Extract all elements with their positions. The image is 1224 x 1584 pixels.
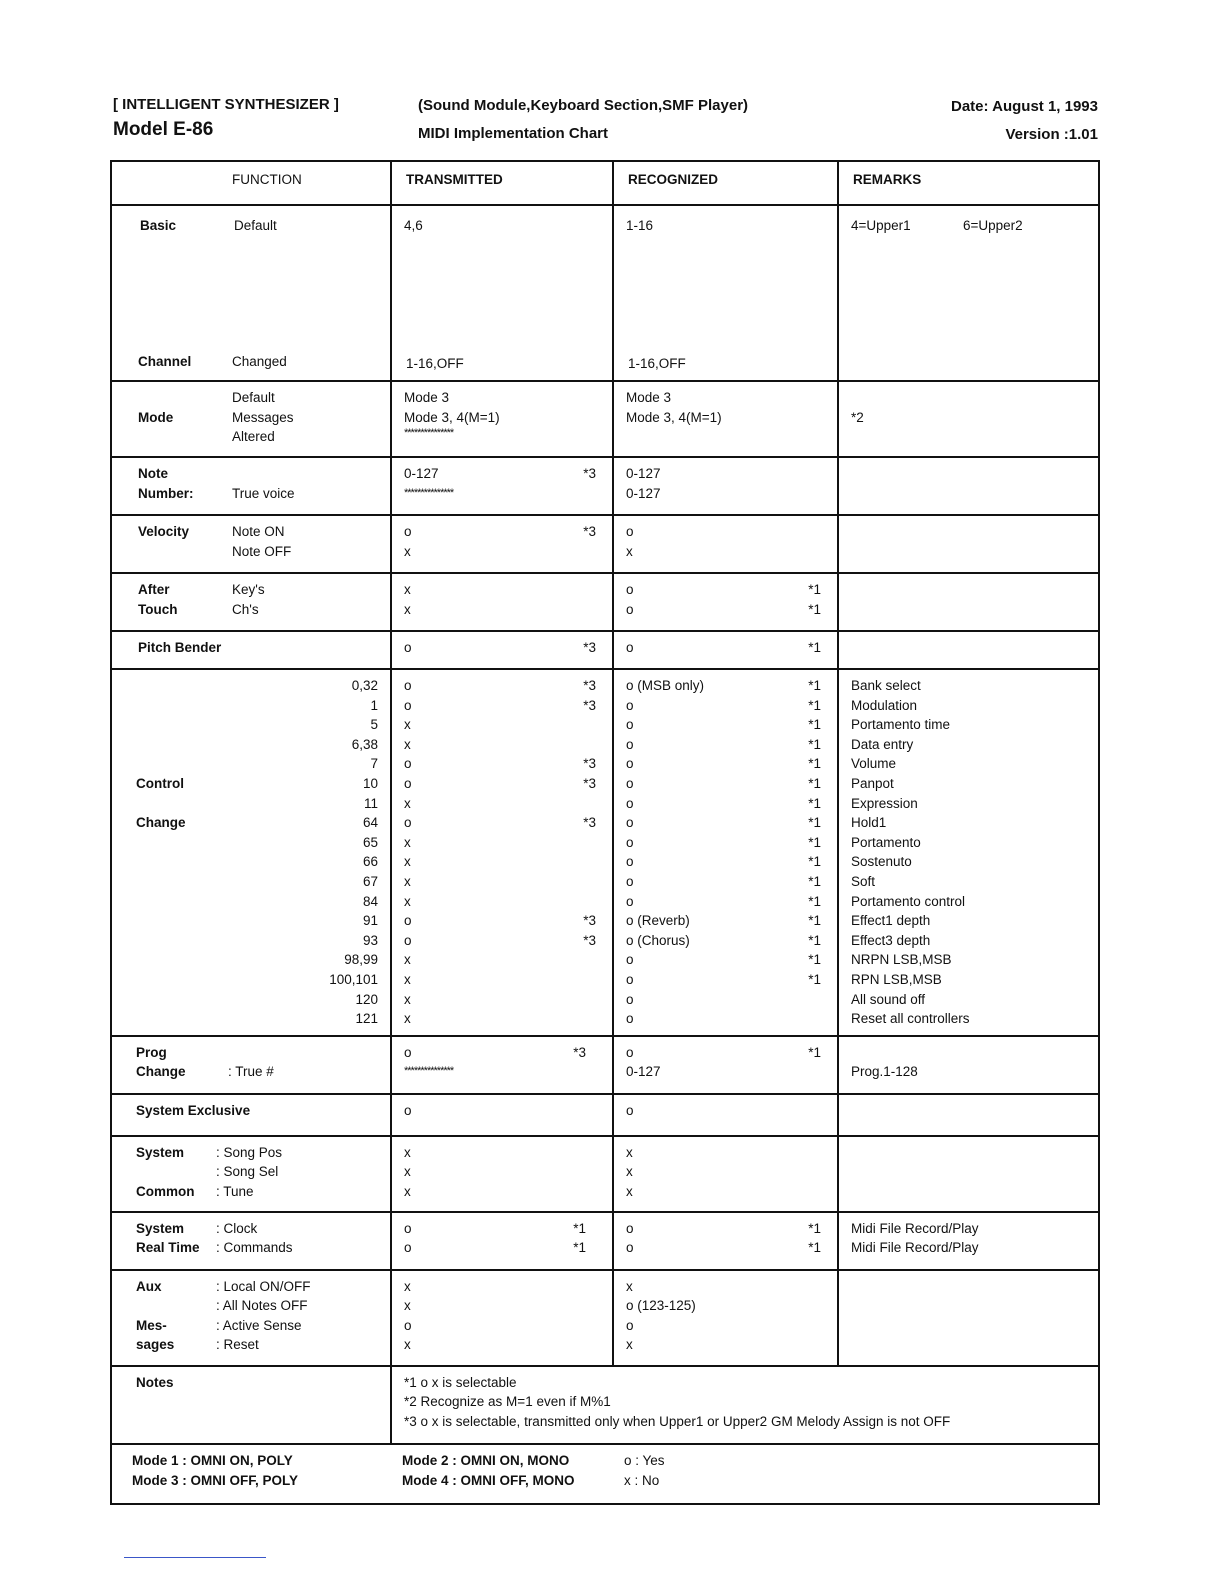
mode4-legend: Mode 4 : OMNI OFF, MONO <box>402 1472 575 1488</box>
notes-line-1: *1 o x is selectable <box>404 1374 517 1390</box>
prog-rx-note: *1 <box>808 1044 821 1060</box>
local-onoff-label: : Local ON/OFF <box>216 1278 311 1294</box>
common-tx-tune: x <box>404 1183 411 1199</box>
system-label-2: System <box>136 1220 185 1236</box>
cc-rx-value: o <box>626 795 634 811</box>
cc-rx-value: o <box>626 991 634 1007</box>
aftertouch-rx-keys-note: *1 <box>808 582 821 597</box>
note-rx-true: 0-127 <box>626 485 661 501</box>
cc-rx-value: o <box>626 1011 634 1027</box>
prog-tx-true: *************** <box>404 1065 454 1078</box>
cc-rx-note: *1 <box>808 834 821 850</box>
common-rx-song-pos: x <box>626 1144 633 1160</box>
chs-label: Ch's <box>232 601 259 617</box>
mode-altered-label: Altered <box>232 429 275 445</box>
velocity-tx-on: o <box>404 524 412 539</box>
cc-remark: RPN LSB,MSB <box>851 971 942 987</box>
program-change-row <box>111 1036 1099 1094</box>
cc-rx-note: *1 <box>808 717 821 733</box>
cc-number: 65 <box>362 834 378 850</box>
cc-remark: Panpot <box>851 775 894 791</box>
prog-remark: Prog.1-128 <box>851 1064 918 1080</box>
velocity-label: Velocity <box>138 524 190 539</box>
cc-remark: Portamento <box>851 834 921 850</box>
clock-label: : Clock <box>216 1220 258 1236</box>
mode-rx-messages: Mode 3, 4(M=1) <box>626 409 722 425</box>
velocity-tx-off: x <box>404 543 411 559</box>
aux-rx-active-sense: o <box>626 1317 634 1333</box>
cc-remark: Reset all controllers <box>851 1011 970 1027</box>
note-rx-range: 0-127 <box>626 466 661 481</box>
aftertouch-rx-chs: o <box>626 601 634 617</box>
cc-number: 6,38 <box>351 736 378 752</box>
cc-rx-note: *1 <box>808 873 821 889</box>
mode-default-label: Default <box>232 390 275 405</box>
prog-tx-note: *3 <box>573 1044 586 1060</box>
basic-tx-changed: 1-16,OFF <box>406 356 464 372</box>
cc-tx-value: x <box>404 971 411 987</box>
realtime-rx-commands: o <box>626 1240 634 1256</box>
cc-rx-value: o <box>626 815 634 831</box>
cc-rx-note: *1 <box>808 913 821 929</box>
note-label: Note <box>138 466 168 481</box>
cc-tx-value: x <box>404 1011 411 1027</box>
cc-remark: Hold1 <box>851 815 887 831</box>
aux-messages-row <box>111 1270 1099 1366</box>
control-change-row <box>111 669 1099 1036</box>
active-sense-label: : Active Sense <box>216 1317 302 1333</box>
after-label: After <box>138 582 170 597</box>
cc-rx-note: *1 <box>808 893 821 909</box>
notes-row <box>111 1366 1099 1444</box>
system-common-row <box>111 1136 1099 1212</box>
common-tx-song-pos: x <box>404 1144 411 1160</box>
cc-rx-note: *1 <box>808 854 821 870</box>
velocity-row <box>111 515 1099 573</box>
realtime-tx-commands-note: *1 <box>573 1240 586 1256</box>
cc-number: 0,32 <box>351 678 378 693</box>
notes-label: Notes <box>136 1374 174 1390</box>
aux-tx-reset: x <box>404 1337 411 1353</box>
cc-number: 7 <box>370 756 378 772</box>
aftertouch-tx-keys: x <box>404 582 411 597</box>
true-number-label: : True # <box>228 1064 274 1080</box>
system-realtime-row <box>111 1212 1099 1270</box>
cc-number: 10 <box>362 775 378 791</box>
notes-line-2: *2 Recognize as M=1 even if M%1 <box>404 1394 611 1410</box>
cc-rx-value: o <box>626 717 634 733</box>
cc-number: 11 <box>363 795 378 811</box>
cc-rx-note: *1 <box>808 697 821 713</box>
cc-tx-value: o <box>404 775 412 791</box>
mode-messages-label: Messages <box>232 409 294 425</box>
cc-rx-value: o <box>626 697 634 713</box>
cc-remark: Expression <box>851 795 918 811</box>
mode2-legend: Mode 2 : OMNI ON, MONO <box>402 1452 570 1468</box>
tune-label: : Tune <box>216 1183 254 1199</box>
mode-label: Mode <box>138 409 174 425</box>
cc-number: 64 <box>362 815 378 831</box>
cc-rx-value: o <box>626 854 634 870</box>
function-header: FUNCTION <box>111 161 391 205</box>
date-label: Date: August 1, 1993 <box>951 98 1098 115</box>
control-label: Control <box>136 776 184 791</box>
cc-rx-value: o <box>626 834 634 850</box>
sysex-tx: o <box>404 1102 412 1118</box>
column-header-row <box>111 161 1099 205</box>
aux-label: Aux <box>136 1278 162 1294</box>
cc-number: 1 <box>370 697 378 713</box>
aux-rx-local: x <box>626 1278 633 1294</box>
cc-rx-note: *1 <box>808 815 821 831</box>
transmitted-header: TRANSMITTED <box>391 161 613 205</box>
cc-tx-value: o <box>404 913 412 929</box>
model-name: Model E-86 <box>113 119 214 140</box>
cc-tx-value: o <box>404 815 412 831</box>
note-tx-true: *************** <box>404 486 454 499</box>
realtime-remark-commands: Midi File Record/Play <box>851 1240 979 1256</box>
basic-remark-2: 6=Upper2 <box>963 218 1023 233</box>
pitch-bender-rx-note: *1 <box>808 640 821 655</box>
reset-label: : Reset <box>216 1337 259 1353</box>
aux-tx-all-notes-off: x <box>404 1298 411 1314</box>
cc-tx-note: *3 <box>583 775 596 791</box>
cc-tx-note: *3 <box>583 932 596 948</box>
basic-channel-row <box>111 205 1099 381</box>
mode-row <box>111 381 1099 457</box>
cc-remark: Sostenuto <box>851 854 912 870</box>
common-rx-song-sel: x <box>626 1164 633 1180</box>
cc-rx-value: o (MSB only) <box>626 678 705 693</box>
cc-tx-value: x <box>404 854 411 870</box>
sysex-rx: o <box>626 1102 634 1118</box>
cc-rx-value: o <box>626 873 634 889</box>
cc-rx-note: *1 <box>808 678 821 693</box>
note-off-label: Note OFF <box>232 543 292 559</box>
velocity-tx-on-note: *3 <box>583 524 596 539</box>
cc-remark: NRPN LSB,MSB <box>851 952 952 968</box>
sages-label: sages <box>136 1337 175 1353</box>
yes-legend: o : Yes <box>624 1452 665 1468</box>
cc-number: 91 <box>362 913 378 929</box>
cc-tx-note: *3 <box>583 913 596 929</box>
change-label-2: Change <box>136 1064 186 1080</box>
prog-rx: o <box>626 1044 634 1060</box>
cc-rx-value: o <box>626 736 634 752</box>
pitch-bender-tx-note: *3 <box>583 640 596 655</box>
sysex-label: System Exclusive <box>136 1102 251 1118</box>
cc-tx-value: x <box>404 893 411 909</box>
prog-tx: o <box>404 1044 412 1060</box>
cc-number: 93 <box>362 932 378 948</box>
aux-tx-active-sense: o <box>404 1317 412 1333</box>
song-pos-label: : Song Pos <box>216 1144 283 1160</box>
cc-number: 67 <box>362 873 378 889</box>
basic-rx-default: 1-16 <box>626 218 654 233</box>
pitch-bender-rx: o <box>626 640 634 655</box>
cc-remark: Volume <box>851 756 897 772</box>
realtime-tx-commands: o <box>404 1240 412 1256</box>
cc-number: 5 <box>370 717 378 733</box>
aftertouch-rx-chs-note: *1 <box>808 601 821 617</box>
cc-rx-value: o <box>626 775 634 791</box>
cc-remark: Portamento control <box>851 893 966 909</box>
aux-rx-all-notes-off: o (123-125) <box>626 1298 696 1314</box>
aftertouch-rx-keys: o <box>626 582 634 597</box>
cc-tx-note: *3 <box>583 756 596 772</box>
common-rx-tune: x <box>626 1183 633 1199</box>
mode-remark: *2 <box>851 409 864 425</box>
cc-rx-note: *1 <box>808 756 821 772</box>
cc-number: 84 <box>362 893 378 909</box>
cc-rx-value: o <box>626 756 634 772</box>
cc-remark: Modulation <box>851 697 918 713</box>
realtime-tx-clock-note: *1 <box>573 1220 586 1236</box>
basic-remark-1: 4=Upper1 <box>851 218 911 233</box>
prog-label: Prog <box>136 1044 167 1060</box>
pitch-bender-label: Pitch Bender <box>138 640 222 655</box>
cc-remark: Data entry <box>851 736 914 752</box>
cc-tx-value: x <box>404 952 411 968</box>
cc-rx-value: o <box>626 971 634 987</box>
midi-implementation-table <box>110 160 1100 1505</box>
all-notes-off-label: : All Notes OFF <box>216 1298 308 1314</box>
cc-remark: Effect1 depth <box>851 913 931 929</box>
aux-rx-reset: x <box>626 1337 633 1353</box>
cc-rx-note: *1 <box>808 736 821 752</box>
subtitle: (Sound Module,Keyboard Section,SMF Player) <box>418 97 749 114</box>
cc-tx-value: o <box>404 756 412 772</box>
cc-tx-value: x <box>404 991 411 1007</box>
mes-label: Mes- <box>136 1317 167 1333</box>
note-tx-note: *3 <box>583 466 596 481</box>
cc-rx-value: o <box>626 893 634 909</box>
cc-tx-value: x <box>404 795 411 811</box>
note-tx-range: 0-127 <box>404 466 439 481</box>
realtime-rx-clock: o <box>626 1220 634 1236</box>
cc-tx-note: *3 <box>583 678 596 693</box>
cc-tx-value: x <box>404 717 411 733</box>
song-sel-label: : Song Sel <box>216 1164 279 1180</box>
mode-tx-default: Mode 3 <box>404 390 450 405</box>
cc-rx-note: *1 <box>808 932 821 948</box>
cc-tx-value: o <box>404 697 412 713</box>
version-label: Version :1.01 <box>1005 126 1098 143</box>
basic-tx-default: 4,6 <box>404 218 423 233</box>
sysex-row <box>111 1094 1099 1136</box>
basic-changed-label: Changed <box>232 354 287 370</box>
cc-number: 120 <box>355 991 378 1007</box>
remarks-header: REMARKS <box>838 161 1099 205</box>
cc-number: 121 <box>355 1011 378 1027</box>
cc-tx-value: o <box>404 678 412 693</box>
aux-tx-local: x <box>404 1278 411 1294</box>
cc-rx-note: *1 <box>808 795 821 811</box>
realtime-label: Real Time <box>136 1240 200 1256</box>
realtime-rx-commands-note: *1 <box>808 1240 821 1256</box>
category-label: [ INTELLIGENT SYNTHESIZER ] <box>113 96 339 113</box>
page-mark-line <box>124 1557 266 1558</box>
touch-label: Touch <box>138 601 178 617</box>
cc-tx-value: x <box>404 873 411 889</box>
keys-label: Key's <box>232 582 265 597</box>
cc-number: 98,99 <box>344 952 378 968</box>
prog-rx-range: 0-127 <box>626 1064 661 1080</box>
no-legend: x : No <box>624 1472 660 1488</box>
cc-remark: All sound off <box>851 991 926 1007</box>
cc-rx-value: o (Chorus) <box>626 932 690 948</box>
mode-tx-altered: *************** <box>404 427 454 440</box>
cc-rx-note: *1 <box>808 775 821 791</box>
cc-rx-value: o <box>626 952 634 968</box>
note-on-label: Note ON <box>232 524 285 539</box>
realtime-tx-clock: o <box>404 1220 412 1236</box>
cc-tx-note: *3 <box>583 815 596 831</box>
footer-row <box>111 1444 1099 1504</box>
cc-rx-note: *1 <box>808 971 821 987</box>
cc-tx-value: x <box>404 834 411 850</box>
basic-default-label: Default <box>234 218 277 233</box>
realtime-rx-clock-note: *1 <box>808 1220 821 1236</box>
cc-number: 100,101 <box>329 971 378 987</box>
mode3-legend: Mode 3 : OMNI OFF, POLY <box>132 1472 299 1488</box>
cc-remark: Portamento time <box>851 717 951 733</box>
cc-rx-note: *1 <box>808 952 821 968</box>
note-number-row <box>111 457 1099 515</box>
cc-tx-value: o <box>404 932 412 948</box>
recognized-header: RECOGNIZED <box>613 161 838 205</box>
cc-tx-value: x <box>404 736 411 752</box>
change-label: Change <box>136 815 186 830</box>
cc-remark: Effect3 depth <box>851 932 931 948</box>
basic-label: Basic <box>140 218 177 233</box>
true-voice-label: True voice <box>232 485 295 501</box>
cc-number: 66 <box>362 854 378 870</box>
common-label: Common <box>136 1183 195 1199</box>
cc-rx-value: o (Reverb) <box>626 913 690 929</box>
aftertouch-tx-chs: x <box>404 601 411 617</box>
notes-line-3: *3 o x is selectable, transmitted only when Upper1 or Upper2 GM Melody Assign is not OFF <box>404 1413 951 1429</box>
mode1-legend: Mode 1 : OMNI ON, POLY <box>132 1452 293 1468</box>
aftertouch-row <box>111 573 1099 631</box>
cc-remark: Soft <box>851 873 876 889</box>
mode-rx-default: Mode 3 <box>626 390 672 405</box>
cc-tx-note: *3 <box>583 697 596 713</box>
mode-tx-messages: Mode 3, 4(M=1) <box>404 409 500 425</box>
common-tx-song-sel: x <box>404 1164 411 1180</box>
number-label: Number: <box>138 485 194 501</box>
commands-label: : Commands <box>216 1240 293 1256</box>
velocity-rx-on: o <box>626 524 634 539</box>
system-label: System <box>136 1144 185 1160</box>
basic-rx-changed: 1-16,OFF <box>628 356 686 372</box>
velocity-rx-off: x <box>626 543 633 559</box>
pitch-bender-row <box>111 631 1099 669</box>
pitch-bender-tx: o <box>404 640 412 655</box>
cc-remark: Bank select <box>851 678 921 693</box>
chart-title: MIDI Implementation Chart <box>418 125 609 142</box>
channel-label: Channel <box>138 354 192 370</box>
realtime-remark-clock: Midi File Record/Play <box>851 1220 979 1236</box>
